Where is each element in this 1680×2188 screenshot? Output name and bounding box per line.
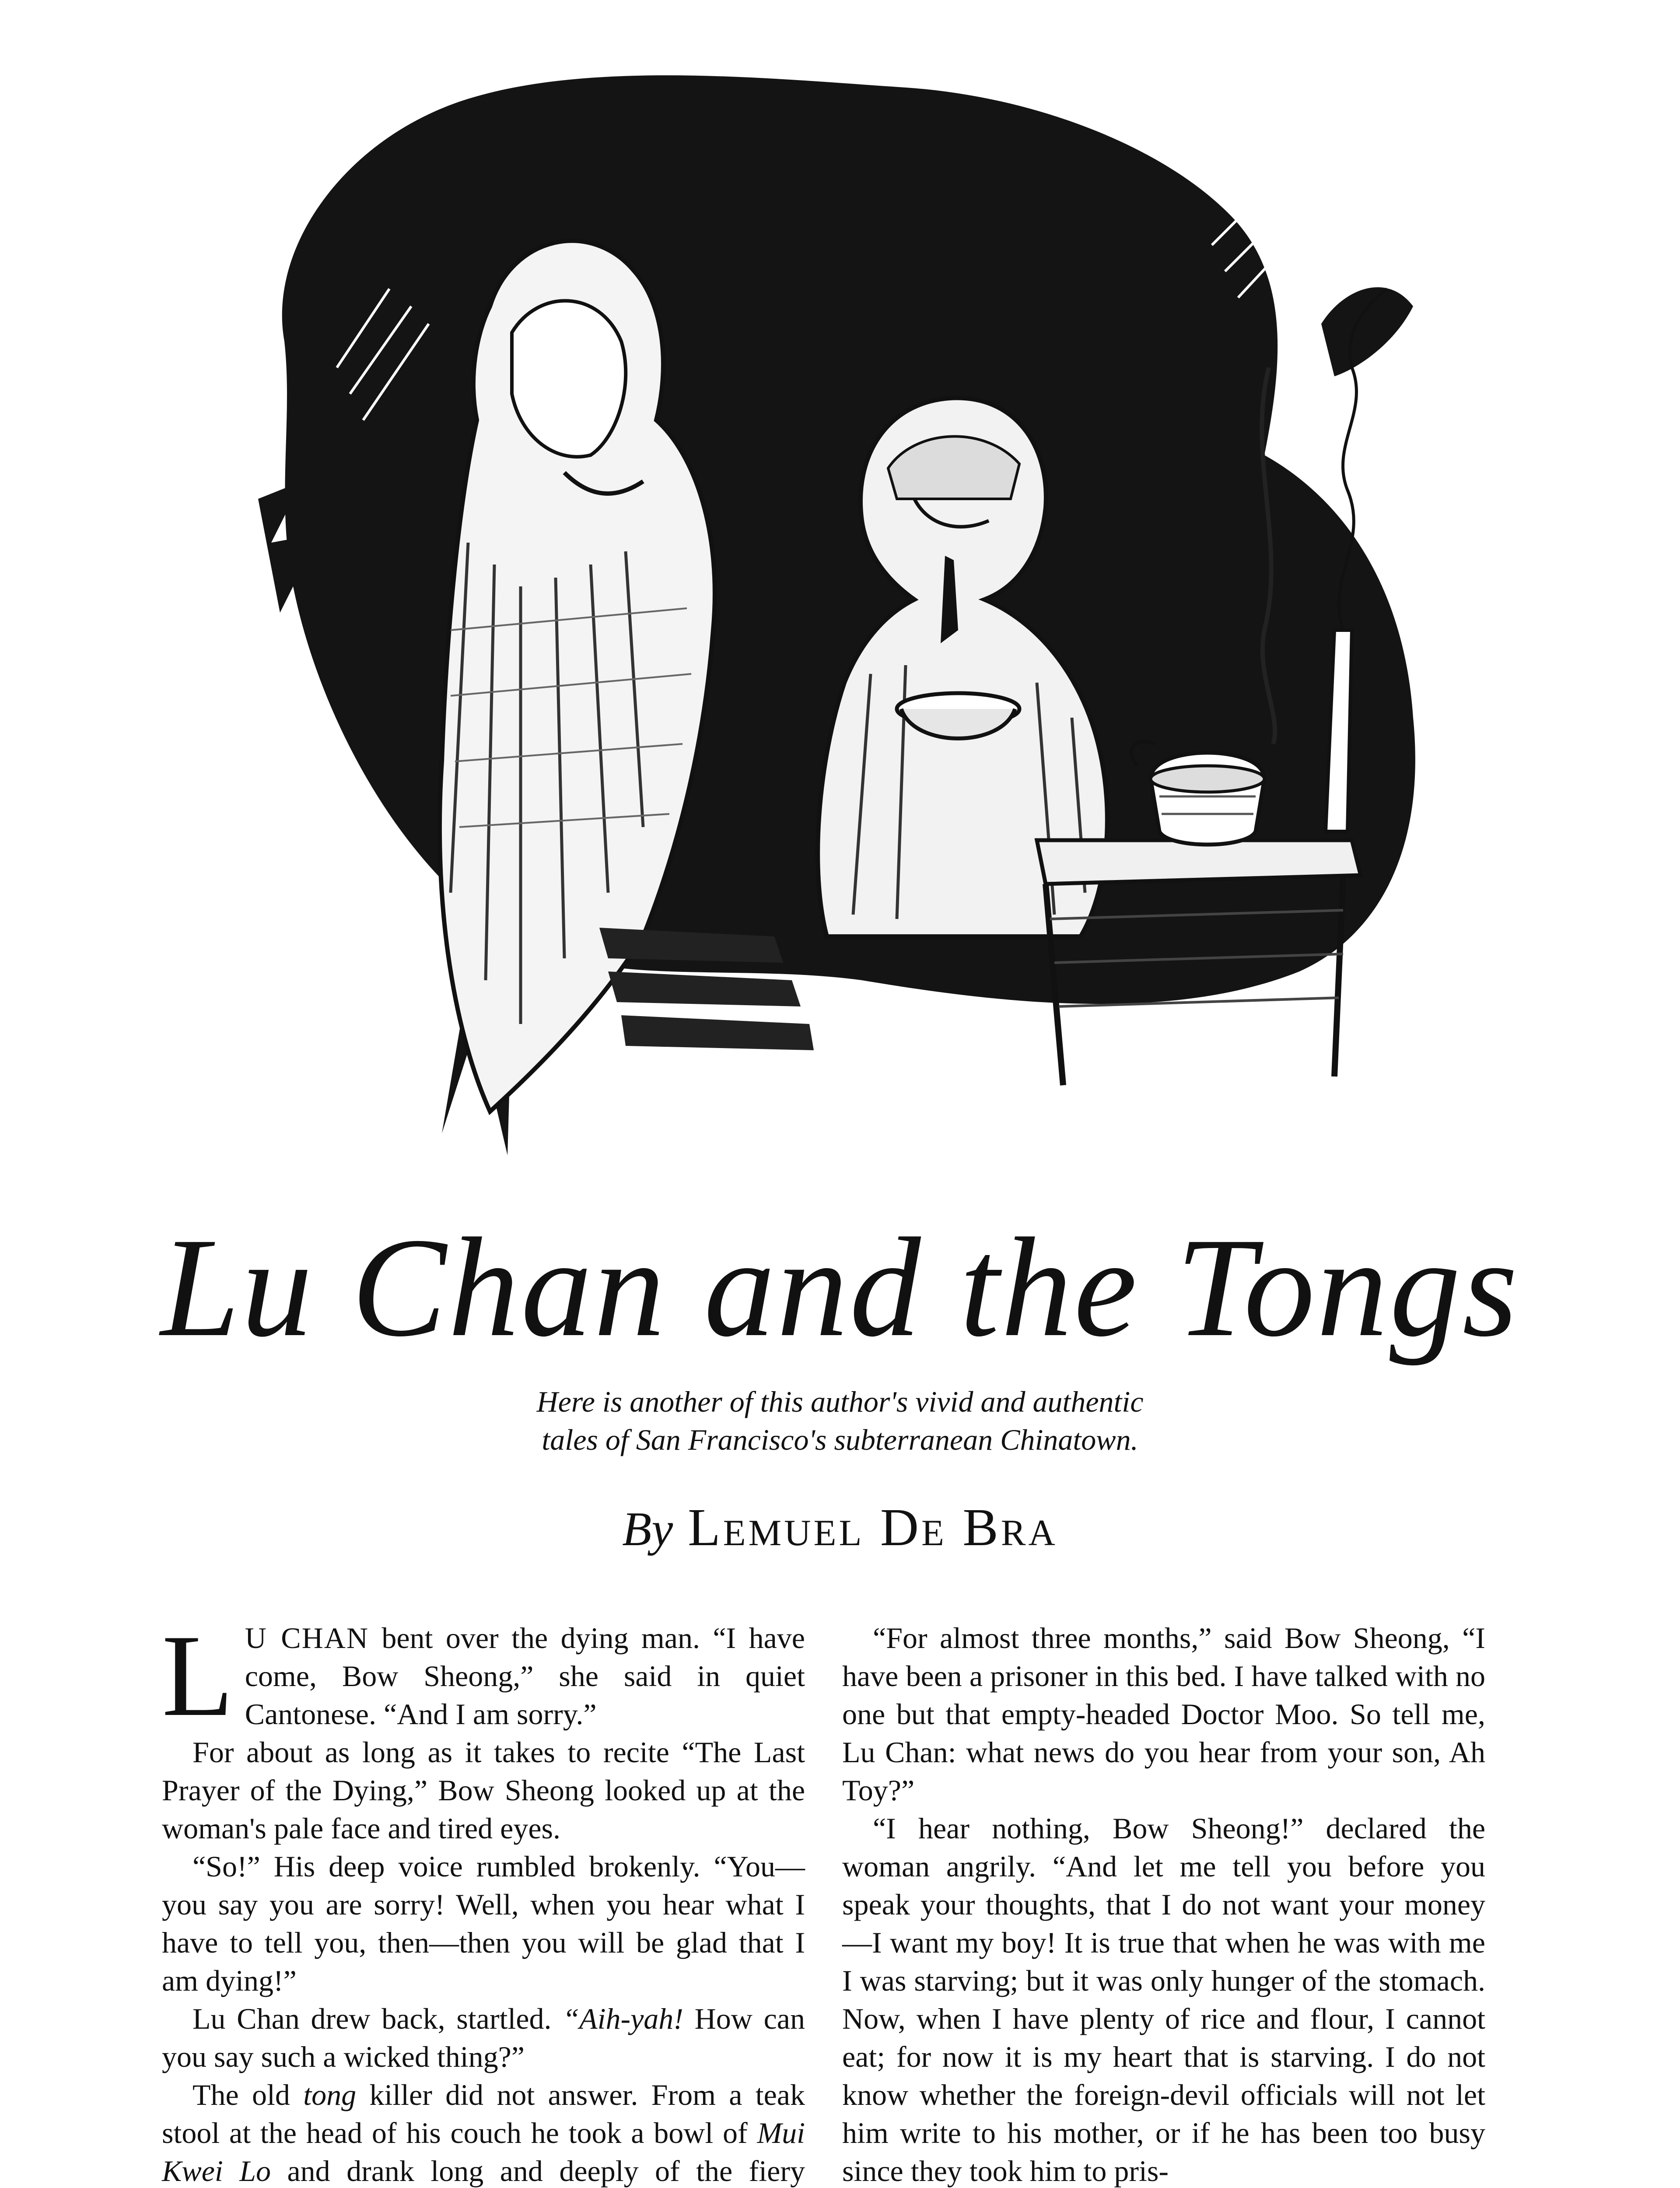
paragraph: “I hear nothing, Bow Sheong!” declared the woman angrily. “And let me tell you before you speak your thoughts, that I do not want your money—I want my boy! It is true that when he was with me I was starving; but it was only hunger of the stomach. Now, when I have plenty of rice and flour, I cannot eat; for now it is my heart that is starving. I do not know whether the foreign-devil officials will not let him write to his mother, or if he has been too busy since they took him to pris- (842, 1812, 1485, 2188)
text-column-right (842, 1619, 1485, 2188)
text-column-left (162, 1610, 805, 2188)
paragraph: “So!” His deep voice rumbled brokenly. “You—you say you are sorry! Well, when you hear what I have to tell you, then—then you will be glad that I am dying!” (162, 1850, 805, 1997)
lead-in-caps: U CHAN (245, 1621, 369, 1655)
paragraph: For about as long as it takes to recite “The Last Prayer of the Dying,” Bow Sheong looked up at the woman's pale face and tired eyes. (162, 1736, 805, 1845)
paragraph: “For almost three months,” said Bow Sheong, “I have been a prisoner in this bed. I have talked with no one but that empty-headed Doctor Moo. So tell me, Lu Chan: what news do you hear from your son, Ah Toy?” (842, 1621, 1485, 1807)
illustration-ink-drawing (206, 61, 1474, 1190)
italic-phrase: “Aih-yah! (563, 2002, 683, 2035)
italic-word: tong (303, 2078, 357, 2111)
paragraph (162, 2000, 805, 2076)
drop-cap: L (162, 1610, 234, 1740)
story-subtitle (0, 1383, 1680, 1459)
byline (0, 1498, 1680, 1557)
subtitle-line: Here is another of this author's vivid and authentic (536, 1385, 1144, 1418)
italic-phrase: Mui Kwei Lo (162, 2116, 805, 2188)
paragraph-text: How can you say such a wicked thing?” (162, 2002, 805, 2073)
paragraph-text: bent over the dying man. “I have come, Bow Sheong,” she said in quiet Cantonese. “And I am sorry.” (245, 1621, 805, 1731)
byline-prefix: By (622, 1502, 673, 1556)
paragraph-text: The old (192, 2078, 304, 2111)
paragraph (162, 2076, 805, 2188)
paragraph (162, 1610, 805, 1740)
story-title: Lu Chan and the Tongs (161, 1209, 1519, 1366)
author-name: Lemuel De Bra (688, 1498, 1058, 1557)
subtitle-line: tales of San Francisco's subterranean Chinatown. (542, 1423, 1138, 1457)
paragraph-text: Lu Chan drew back, startled. (192, 2002, 563, 2035)
story-illustration (206, 61, 1474, 1190)
paragraph-text: killer did not answer. From a teak stool at the head of his couch he took a bowl of (162, 2078, 805, 2149)
paragraph-text: and drank long and deeply of the fiery (287, 2154, 805, 2188)
